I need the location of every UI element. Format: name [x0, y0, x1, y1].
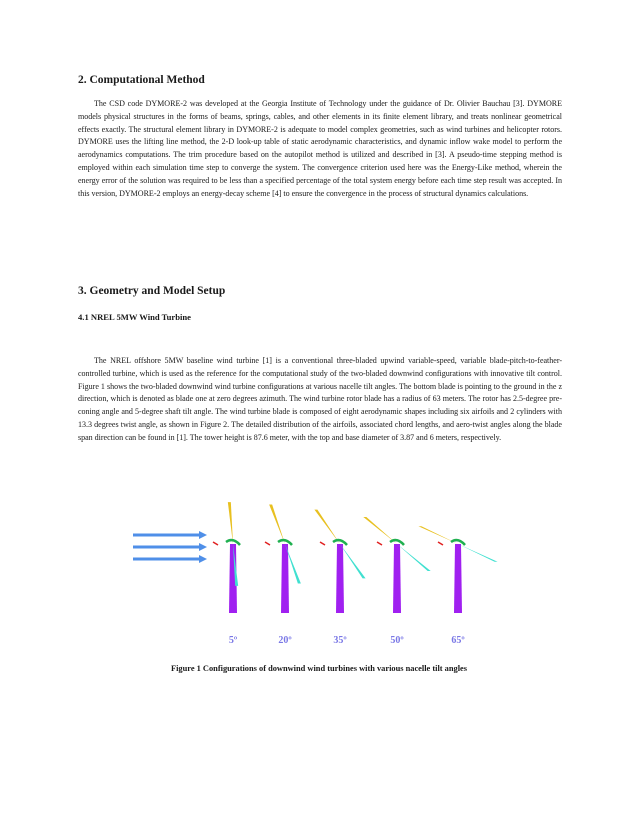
turbine-tower	[281, 544, 289, 613]
turbine-group	[213, 502, 498, 646]
section-2-paragraph: The CSD code DYMORE-2 was developed at the Georgia Institute of Technology under the guidance of Dr. Olivier Bauchau [3]. DYMORE models physical structures in the forms of beams, springs, cables, and other elements in its finite element library, and treats nonlinear geometrical effects exactly. The structural element library in DYMORE-2 is adequate to model complex geometries, such as wind turbines and helicopter rotors. DYMORE uses the lifting line method, the 2-D look-up table of static aerodynamic characteristics, and dynamic inflow wake model to perform the aerodynamics computations. The trim procedure based on the autopilot method is utilized and described in [3]. A pseudo-time stepping method is employed within each simulation time step to converge the system. The convergence criterion used here was the Energy-Like method, wherein the energy error of the solution was required to be less than a specified percentage of the total system energy before each time step result was accepted. In this version, DYMORE-2 employs an energy-decay scheme [4] to ensure the convergence in the process of structural dynamics calculations.	[78, 99, 562, 198]
turbine-blade-upper	[314, 510, 340, 544]
turbine-blade-upper	[228, 502, 233, 544]
subsection-4-1-heading: 4.1 NREL 5MW Wind Turbine	[78, 312, 191, 322]
section-3-paragraph: The NREL offshore 5MW baseline wind turbine [1] is a conventional three-bladed upwind variable-speed, variable blade-pitch-to-feather-controlled turbine, which is used as the reference for the computational study of the two-bladed downwind configurations with innovative tilt control. Figure 1 shows the two-bladed downwind wind turbine configurations at various nacelle tilt angles. The bottom blade is pointing to the ground in the z direction, which is denoted as blade one at zero degrees azimuth. The wind turbine rotor blade has a radius of 63 meters. The rotor has 2.5-degree pre-coning angle and 5-degree shaft tilt angle. The wind turbine blade is composed of eight aerodynamic shapes including six airfoils and 2 cylinders with 13.3 degrees twist angle, as shown in Figure 2. The detailed distribution of the airfoils, associated chord lengths, and aero-twist angles along the blade span direction can be found in [1]. The tower height is 87.6 meter, with the top and base diameter of 3.87 and 6 meters, respectively.	[78, 356, 562, 442]
tilt-angle-label: 50º	[390, 635, 404, 646]
figure-1-caption: Figure 1 Configurations of downwind wind turbines with various nacelle tilt angles	[170, 664, 468, 673]
turbine-blade-lower	[340, 544, 366, 578]
turbine-marker	[320, 542, 325, 545]
turbine-marker	[265, 542, 270, 545]
tilt-angle-label: 5º	[228, 635, 238, 646]
wind-arrow	[133, 555, 207, 563]
section-3-heading: 3. Geometry and Model Setup	[78, 285, 226, 297]
turbine-marker	[377, 542, 382, 545]
wind-arrow	[133, 543, 207, 551]
turbine-tower	[454, 544, 462, 613]
turbine-marker	[438, 542, 443, 545]
turbine-tower	[393, 544, 401, 613]
tilt-angle-label: 35º	[333, 635, 347, 646]
tilt-angle-label: 20º	[278, 635, 292, 646]
figure-1-turbines	[0, 488, 638, 663]
turbine-blade-lower	[397, 544, 431, 571]
section-2-heading: 2. Computational Method	[78, 74, 205, 86]
wind-arrow	[133, 531, 207, 539]
turbine-blade-lower	[458, 544, 498, 562]
turbine-tower	[336, 544, 344, 613]
turbine-blade-upper	[269, 505, 285, 544]
turbine-marker	[213, 542, 218, 545]
tilt-angle-label: 65º	[451, 635, 465, 646]
